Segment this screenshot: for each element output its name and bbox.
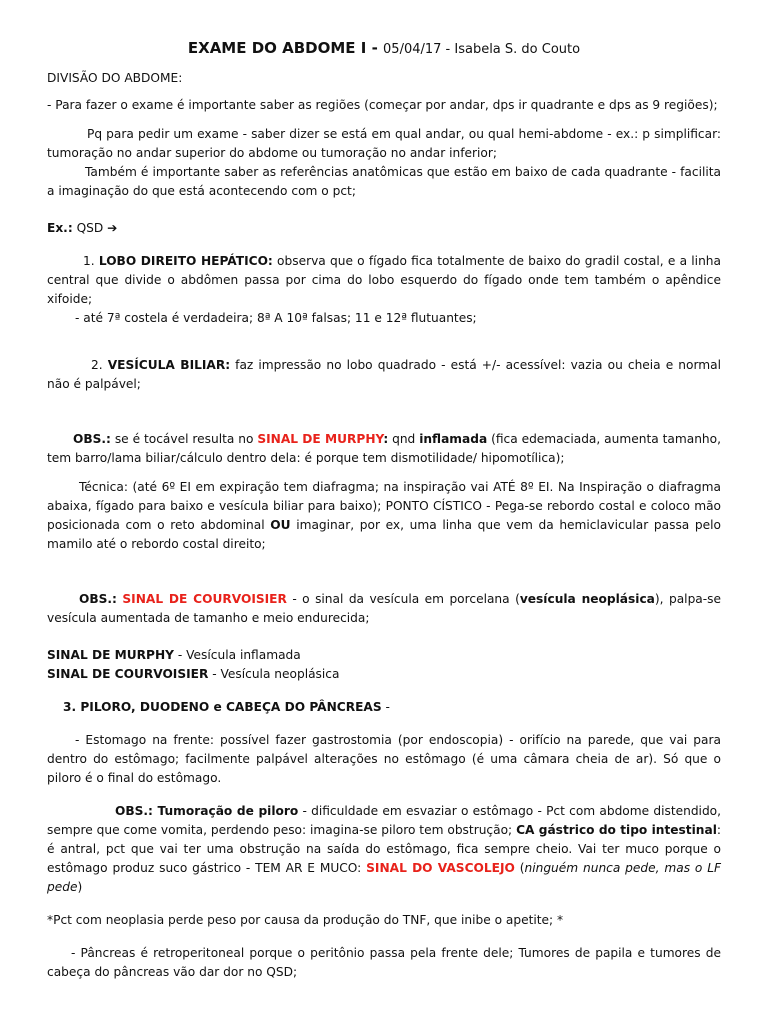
obs-murphy-t2: qnd — [388, 432, 420, 446]
item-2-text: faz impressão no lobo quadrado - está +/- acessível: vazia ou cheia e normal não é palpável; — [47, 358, 721, 391]
obs-murphy-t3: (fica edemaciada, aumenta tamanho, tem barro/lama biliar/cálculo dentro dela: é porque tem dismotilidade/ hipomotílica); — [47, 432, 721, 465]
technique-paragraph — [47, 478, 721, 554]
technique-bold: OU — [270, 518, 291, 532]
obs-murphy — [47, 430, 721, 468]
item-3-dash: - — [381, 700, 390, 714]
obs-courvoisier-label: OBS.: — [79, 592, 117, 606]
paragraph-regions: - Para fazer o exame é importante saber as regiões (começar por andar, dps ir quadrante e dps as 9 regiões); — [47, 98, 718, 112]
item-1 — [47, 252, 721, 309]
paragraph-references: Também é importante saber as referências anatômicas que estão em baixo de cada quadrante - facilita a imaginação do que está acontecendo com o pct; — [47, 165, 721, 198]
obs-pylorus-t4: ) — [77, 880, 83, 894]
example-text: QSD — [72, 221, 108, 235]
obs-courvoisier-t1: - o sinal da vesícula em porcelana ( — [286, 592, 520, 606]
item-2 — [47, 356, 721, 394]
item-1-label: LOBO DIREITO HEPÁTICO: — [98, 254, 273, 268]
obs-murphy-label: OBS.: — [73, 432, 111, 446]
title-date-author: 05/04/17 - Isabela S. do Couto — [383, 42, 581, 57]
summary-murphy — [47, 646, 721, 665]
summary-courvoisier-label: SINAL DE COURVOISIER — [47, 667, 209, 681]
obs-pylorus-t3: ( — [514, 861, 525, 875]
item-1-number: 1. — [83, 254, 99, 268]
obs-pylorus — [47, 802, 721, 897]
summary-courvoisier — [47, 665, 721, 684]
obs-courvoisier — [47, 590, 721, 628]
summary-murphy-label: SINAL DE MURPHY — [47, 648, 175, 662]
document-page — [47, 38, 721, 982]
paragraph-pancreas: - Pâncreas é retroperitoneal porque o peritônio passa pela frente dele; Tumores de papila e tumores de cabeça do pâncreas vão dar dor no QSD; — [47, 946, 721, 979]
item-1-sub: - até 7ª costela é verdadeira; 8ª A 10ª falsas; 11 e 12ª flutuantes; — [75, 311, 477, 325]
paragraph-exam: Pq para pedir um exame - saber dizer se está em qual andar, ou qual hemi-abdome - ex.: p simplificar: tumoração no andar superior do abdome ou tumoração no andar inferior; — [47, 127, 721, 160]
item-3-heading — [47, 698, 721, 717]
obs-courvoisier-bold: vesícula neoplásica — [519, 592, 655, 606]
item-1-text: observa que o fígado fica totalmente de baixo do gradil costal, e a linha central que divide o abdômen passa por cima do lobo esquerdo do fígado onde tem também o apêndice xifoide; — [47, 254, 721, 306]
obs-murphy-t1: se é tocável resulta no — [110, 432, 258, 446]
obs-courvoisier-t2: ), palpa-se vesícula aumentada de tamanho e meio endurecida; — [47, 592, 722, 625]
obs-pylorus-bold: CA gástrico do tipo intestinal — [516, 823, 717, 837]
example-label: Ex.: — [47, 221, 73, 235]
technique-t1: Técnica: (até 6º EI em expiração tem diafragma; na inspiração vai ATÉ 8º EI. Na Inspiração o diafragma abaixa, fígado para baixo e vesícula biliar para baixo); PONTO CÍSTICO - Pega-se rebordo costal e coloco mão posicionada com o reto abdominal — [47, 480, 721, 532]
item-3-label: 3. PILORO, DUODENO e CABEÇA DO PÂNCREAS — [63, 700, 382, 714]
obs-murphy-colon: : — [383, 432, 389, 446]
section-heading: DIVISÃO DO ABDOME: — [47, 71, 183, 85]
courvoisier-sign: SINAL DE COURVOISIER — [122, 592, 287, 606]
technique-t2: imaginar, por ex, uma linha que vem da hemiclavicular passa pelo mamilo até o rebordo costal direito; — [47, 518, 721, 551]
arrow-right-icon: ➔ — [107, 221, 118, 235]
page-title — [47, 38, 721, 60]
item-2-number: 2. — [91, 358, 108, 372]
summary-murphy-text: - Vesícula inflamada — [174, 648, 301, 662]
obs-pylorus-italic: ninguém nunca pede, mas o LF pede — [47, 861, 722, 894]
example-line — [47, 219, 721, 238]
summary-courvoisier-text: - Vesícula neoplásica — [208, 667, 340, 681]
obs-pylorus-t2: : é antral, pct que vai ter uma obstrução na saída do estômago, fica sempre cheio. Vai ter muco porque o estômago produz suco gástrico - TEM AR E MUCO: — [47, 823, 721, 875]
title-main: EXAME DO ABDOME I - — [187, 39, 384, 57]
obs-pylorus-t1: - dificuldade em esvaziar o estômago - Pct com abdome distendido, sempre que come vomita, perdendo peso: imagina-se piloro tem obstrução; — [47, 804, 722, 837]
note-tnf: *Pct com neoplasia perde peso por causa da produção do TNF, que inibe o apetite; * — [47, 913, 564, 927]
obs-pylorus-label: OBS.: Tumoração de piloro — [115, 804, 299, 818]
vascolejo-sign: SINAL DO VASCOLEJO — [366, 861, 515, 875]
item-3-stomach: - Estomago na frente: possível fazer gastrostomia (por endoscopia) - orifício na parede, que vai para dentro do estômago; facilmente palpável alterações no estômago (é uma câmara cheia de ar). Só que o piloro é o final do estômago. — [47, 733, 721, 785]
item-2-label: VESÍCULA BILIAR: — [107, 358, 231, 372]
obs-murphy-bold: inflamada — [419, 432, 488, 446]
murphy-sign: SINAL DE MURPHY — [257, 432, 384, 446]
